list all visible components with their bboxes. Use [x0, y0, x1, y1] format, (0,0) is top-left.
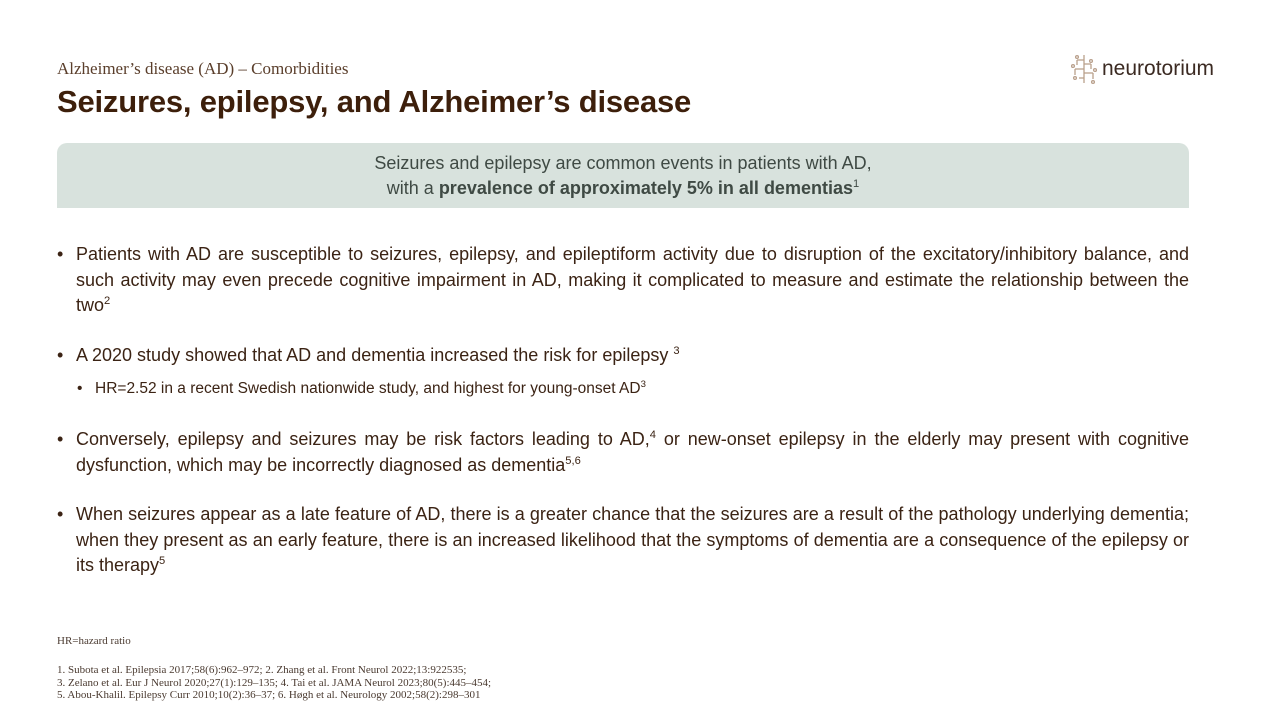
callout-line-1: Seizures and epilepsy are common events in patients with AD,	[374, 152, 872, 173]
bullet-dot: •	[57, 504, 64, 524]
key-message-callout	[57, 143, 1189, 208]
sub-bullet-text: HR=2.52 in a recent Swedish nationwide study, and highest for young-onset AD	[95, 380, 641, 397]
bullet-ref: 5	[159, 555, 166, 567]
bullet-dot: •	[57, 429, 64, 449]
bullet-ref: 2	[104, 295, 111, 307]
callout-line-2	[387, 176, 859, 201]
reference-line: 3. Zelano et al. Eur J Neurol 2020;27(1):129–135; 4. Tai et al. JAMA Neurol 2023;80(5):445–454;	[57, 676, 492, 689]
sub-bullet-item	[57, 378, 1189, 400]
bullet-item	[57, 427, 1189, 478]
bullet-dot: •	[57, 344, 64, 365]
bullet-dot: •	[57, 244, 64, 264]
slide-title: Seizures, epilepsy, and Alzheimer’s disease	[57, 84, 692, 119]
bullet-text: When seizures appear as a late feature of AD, there is a greater chance that the seizures are a result of the pathology underlying dementia; when they present as an early feature, there is an increased likelihood that the symptoms of dementia are a consequence of the epilepsy or its therapy	[76, 504, 1189, 575]
bullet-text-a: Conversely, epilepsy and seizures may be risk factors leading to AD,	[76, 429, 650, 449]
bullet-ref: 3	[673, 344, 680, 357]
logo-text: neurotorium	[1102, 57, 1215, 80]
bullet-item	[57, 502, 1189, 579]
reference-line: 5. Abou-Khalil. Epilepsy Curr 2010;10(2):36–37; 6. Høgh et al. Neurology 2002;58(2):298–301	[57, 689, 481, 701]
sub-bullet-dot: •	[77, 380, 83, 397]
bullet-text: A 2020 study showed that AD and dementia increased the risk for epilepsy	[76, 344, 674, 365]
callout-ref: 1	[852, 177, 860, 190]
brain-tree-icon	[1071, 53, 1097, 85]
callout-line-2-prefix: with a	[386, 177, 439, 198]
bullet-list	[57, 242, 1189, 579]
bullet-item	[57, 343, 1189, 401]
bullet-ref-b: 5,6	[565, 454, 581, 467]
references	[57, 664, 491, 702]
bullet-item	[57, 242, 1189, 319]
sub-bullet-ref: 3	[640, 378, 646, 390]
section-subtitle: Alzheimer’s disease (AD) – Comorbidities	[57, 59, 349, 78]
bullet-text-b: or new-onset epilepsy in the elderly may present with cognitive dysfunction, which may be incorrectly diagnosed as dementia	[76, 429, 1189, 475]
bullet-ref-a: 4	[649, 429, 656, 441]
bullet-text: Patients with AD are susceptible to seizures, epilepsy, and epileptiform activity due to disruption of the excitatory/inhibitory balance, and such activity may even precede cognitive impairment in AD, making it complicated to measure and estimate the relationship between the two	[76, 244, 1189, 315]
reference-line: 1. Subota et al. Epilepsia 2017;58(6):962–972; 2. Zhang et al. Front Neurol 2022;13:922535;	[57, 664, 467, 676]
neurotorium-logo	[1071, 53, 1214, 85]
abbreviation-note: HR=hazard ratio	[57, 635, 131, 647]
callout-highlight: prevalence of approximately 5% in all dementias	[438, 177, 853, 198]
